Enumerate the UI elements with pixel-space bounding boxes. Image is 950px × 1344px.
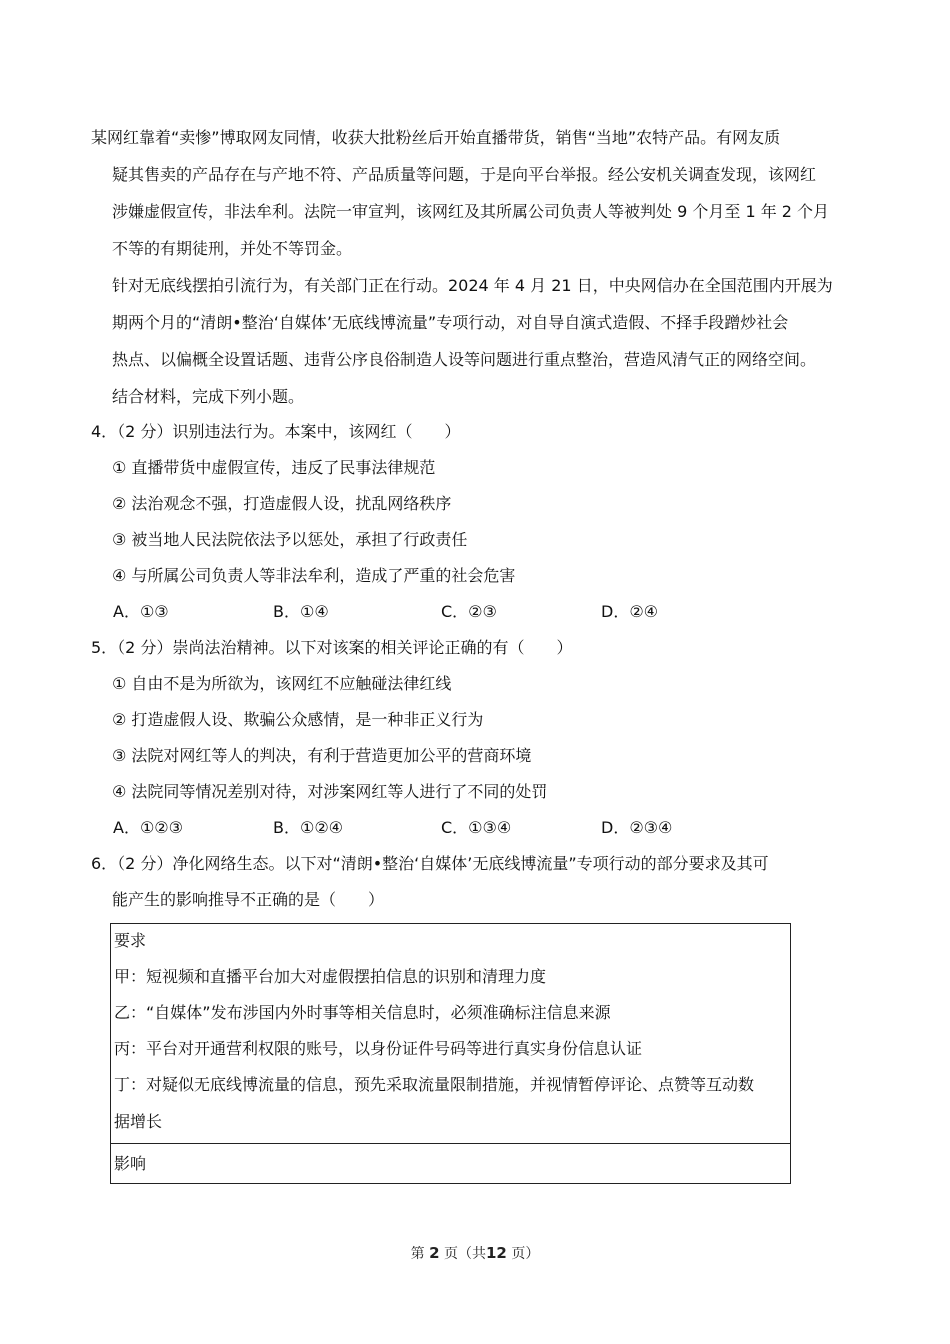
question-item: ③ 法院对网红等人的判决，有利于营造更加公平的营商环境	[112, 746, 532, 765]
requirement-ding-continued: 据增长	[114, 1112, 163, 1131]
requirement-bing: 丙：平台对开通营利权限的账号，以身份证件号码等进行真实身份信息认证	[114, 1039, 643, 1058]
page-number: 2	[429, 1244, 440, 1262]
requirements-table	[110, 923, 791, 1184]
table-header-effects: 影响	[114, 1154, 147, 1173]
option-d: D．②③④	[601, 818, 673, 837]
material-line: 针对无底线摆拍引流行为，有关部门正在行动。2024 年 4 月 21 日，中央网信办在全国范围内开展为	[112, 276, 833, 295]
question-item: ③ 被当地人民法院依法予以惩处，承担了行政责任	[112, 530, 468, 549]
option-c: C．①③④	[441, 818, 512, 837]
question-stem: 4．（2 分）识别违法行为。本案中，该网红（ ）	[91, 422, 461, 441]
option-b: B．①④	[273, 602, 329, 621]
question-item: ① 直播带货中虚假宣传，违反了民事法律规范	[112, 458, 436, 477]
question-item: ④ 与所属公司负责人等非法牟利，造成了严重的社会危害	[112, 566, 516, 585]
question-item: ② 法治观念不强，打造虚假人设，扰乱网络秩序	[112, 494, 452, 513]
page-footer	[0, 1243, 950, 1263]
question-item: ① 自由不是为所欲为，该网红不应触碰法律红线	[112, 674, 452, 693]
material-line: 热点、以偏概全设置话题、违背公序良俗制造人设等问题进行重点整治，营造风清气正的网络空间。	[112, 350, 817, 369]
question-stem: 5．（2 分）崇尚法治精神。以下对该案的相关评论正确的有（ ）	[91, 638, 573, 657]
requirement-yi: 乙：“自媒体”发布涉国内外时事等相关信息时，必须准确标注信息来源	[114, 1003, 611, 1022]
option-a: A．①③	[113, 602, 169, 621]
table-header-requirements: 要求	[114, 931, 147, 950]
question-item: ② 打造虚假人设、欺骗公众感情，是一种非正义行为	[112, 710, 484, 729]
option-c: C．②③	[441, 602, 497, 621]
material-line: 疑其售卖的产品存在与产地不符、产品质量等问题，于是向平台举报。经公安机关调查发现，该网红	[112, 165, 817, 184]
material-line: 某网红靠着“卖惨”博取网友同情，收获大批粉丝后开始直播带货，销售“当地”农特产品。有网友质	[91, 128, 781, 147]
total-pages: 12	[486, 1244, 507, 1262]
question-stem-continued: 能产生的影响推导不正确的是（ ）	[112, 890, 385, 909]
footer-prefix: 第	[410, 1246, 425, 1262]
option-b: B．①②④	[273, 818, 344, 837]
option-d: D．②④	[601, 602, 659, 621]
question-item: ④ 法院同等情况差别对待，对涉案网红等人进行了不同的处罚	[112, 782, 548, 801]
material-line: 不等的有期徒刑，并处不等罚金。	[112, 239, 353, 258]
material-line: 期两个月的“清朗•整治‘自媒体’无底线博流量”专项行动，对自导自演式造假、不择手段蹭炒社会	[112, 313, 789, 332]
footer-suffix: 页）	[511, 1246, 540, 1262]
question-stem: 6．（2 分）净化网络生态。以下对“清朗•整治‘自媒体’无底线博流量”专项行动的部分要求及其可	[91, 854, 769, 873]
footer-middle: 页（共	[444, 1246, 486, 1262]
material-instruction: 结合材料，完成下列小题。	[112, 387, 305, 406]
material-line: 涉嫌虚假宣传，非法牟利。法院一审宣判，该网红及其所属公司负责人等被判处 9 个月至 1 年 2 个月	[112, 202, 830, 221]
table-row-effects	[111, 1144, 790, 1184]
requirement-ding: 丁：对疑似无底线博流量的信息，预先采取流量限制措施，并视情暂停评论、点赞等互动数	[114, 1075, 755, 1094]
option-a: A．①②③	[113, 818, 183, 837]
requirement-jia: 甲：短视频和直播平台加大对虚假摆拍信息的识别和清理力度	[114, 967, 547, 986]
table-row-requirements	[111, 924, 790, 1144]
